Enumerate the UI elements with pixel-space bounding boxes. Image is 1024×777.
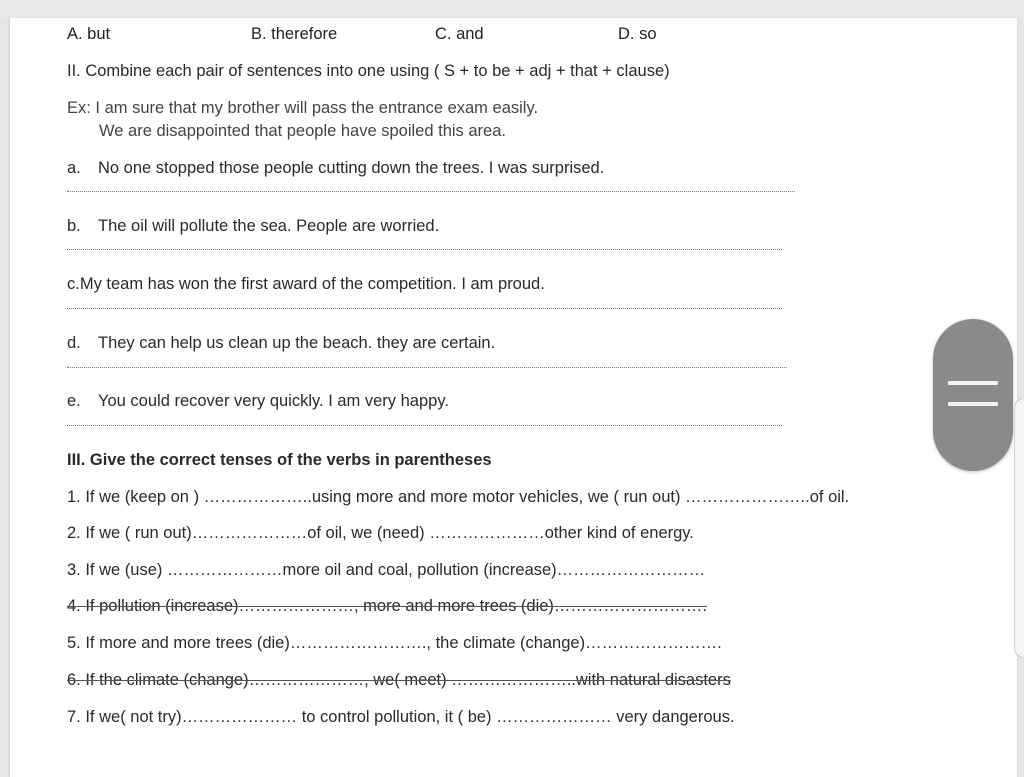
example-line-1: Ex: I am sure that my brother will pass the entrance exam easily.	[67, 99, 539, 117]
item-e-text: You could recover very quickly. I am very happy.	[98, 392, 449, 410]
item-d-text: They can help us clean up the beach. they are certain.	[98, 334, 496, 352]
verb-item-1: 1. If we (keep on ) ………………..using more and more motor vehicles, we ( run out) …………………..of oil.	[67, 488, 850, 506]
document-page	[9, 18, 1017, 777]
option-d: D. so	[618, 25, 657, 43]
grip-line-bottom	[948, 402, 998, 406]
section3-title: III. Give the correct tenses of the verbs in parentheses	[67, 451, 492, 469]
option-c: C. and	[435, 25, 484, 43]
scroll-handle[interactable]	[933, 319, 1013, 471]
verb-item-7: 7. If we( not try)………………… to control pollution, it ( be) ………………… very dangerous.	[67, 708, 735, 726]
item-a-marker: a.	[67, 159, 81, 177]
item-e-marker: e.	[67, 392, 81, 410]
verb-item-6: 6. If the climate (change)…………………, we( meet) …………………..with natural disasters	[67, 671, 731, 689]
verb-item-5: 5. If more and more trees (die)……………………., the climate (change)…………………….	[67, 634, 722, 652]
answer-line-b[interactable]	[67, 249, 782, 250]
item-c-text: c.My team has won the first award of the competition. I am proud.	[67, 275, 545, 293]
answer-line-a[interactable]	[67, 191, 795, 192]
grip-line-top	[948, 381, 998, 385]
option-b: B. therefore	[251, 25, 338, 43]
answer-line-e[interactable]	[67, 425, 782, 426]
section2-title: II. Combine each pair of sentences into one using ( S + to be + adj + that + clause)	[67, 62, 670, 80]
item-b-text: The oil will pollute the sea. People are worried.	[98, 217, 440, 235]
answer-line-c[interactable]	[67, 308, 782, 309]
side-panel-tab[interactable]	[1014, 398, 1024, 658]
example-line-2: We are disappointed that people have spoiled this area.	[99, 122, 506, 140]
verb-item-2: 2. If we ( run out)…………………of oil, we (need) …………………other kind of energy.	[67, 524, 694, 542]
verb-item-3: 3. If we (use) …………………more oil and coal, pollution (increase)………………………	[67, 561, 706, 579]
option-a: A. but	[67, 25, 111, 43]
item-b-marker: b.	[67, 217, 81, 235]
item-a-text: No one stopped those people cutting down the trees. I was surprised.	[98, 159, 605, 177]
item-d-marker: d.	[67, 334, 81, 352]
verb-item-4: 4. If pollution (increase)…………………, more and more trees (die)……………………….	[67, 597, 707, 615]
top-toolbar	[0, 0, 1024, 18]
answer-line-d[interactable]	[67, 367, 787, 368]
